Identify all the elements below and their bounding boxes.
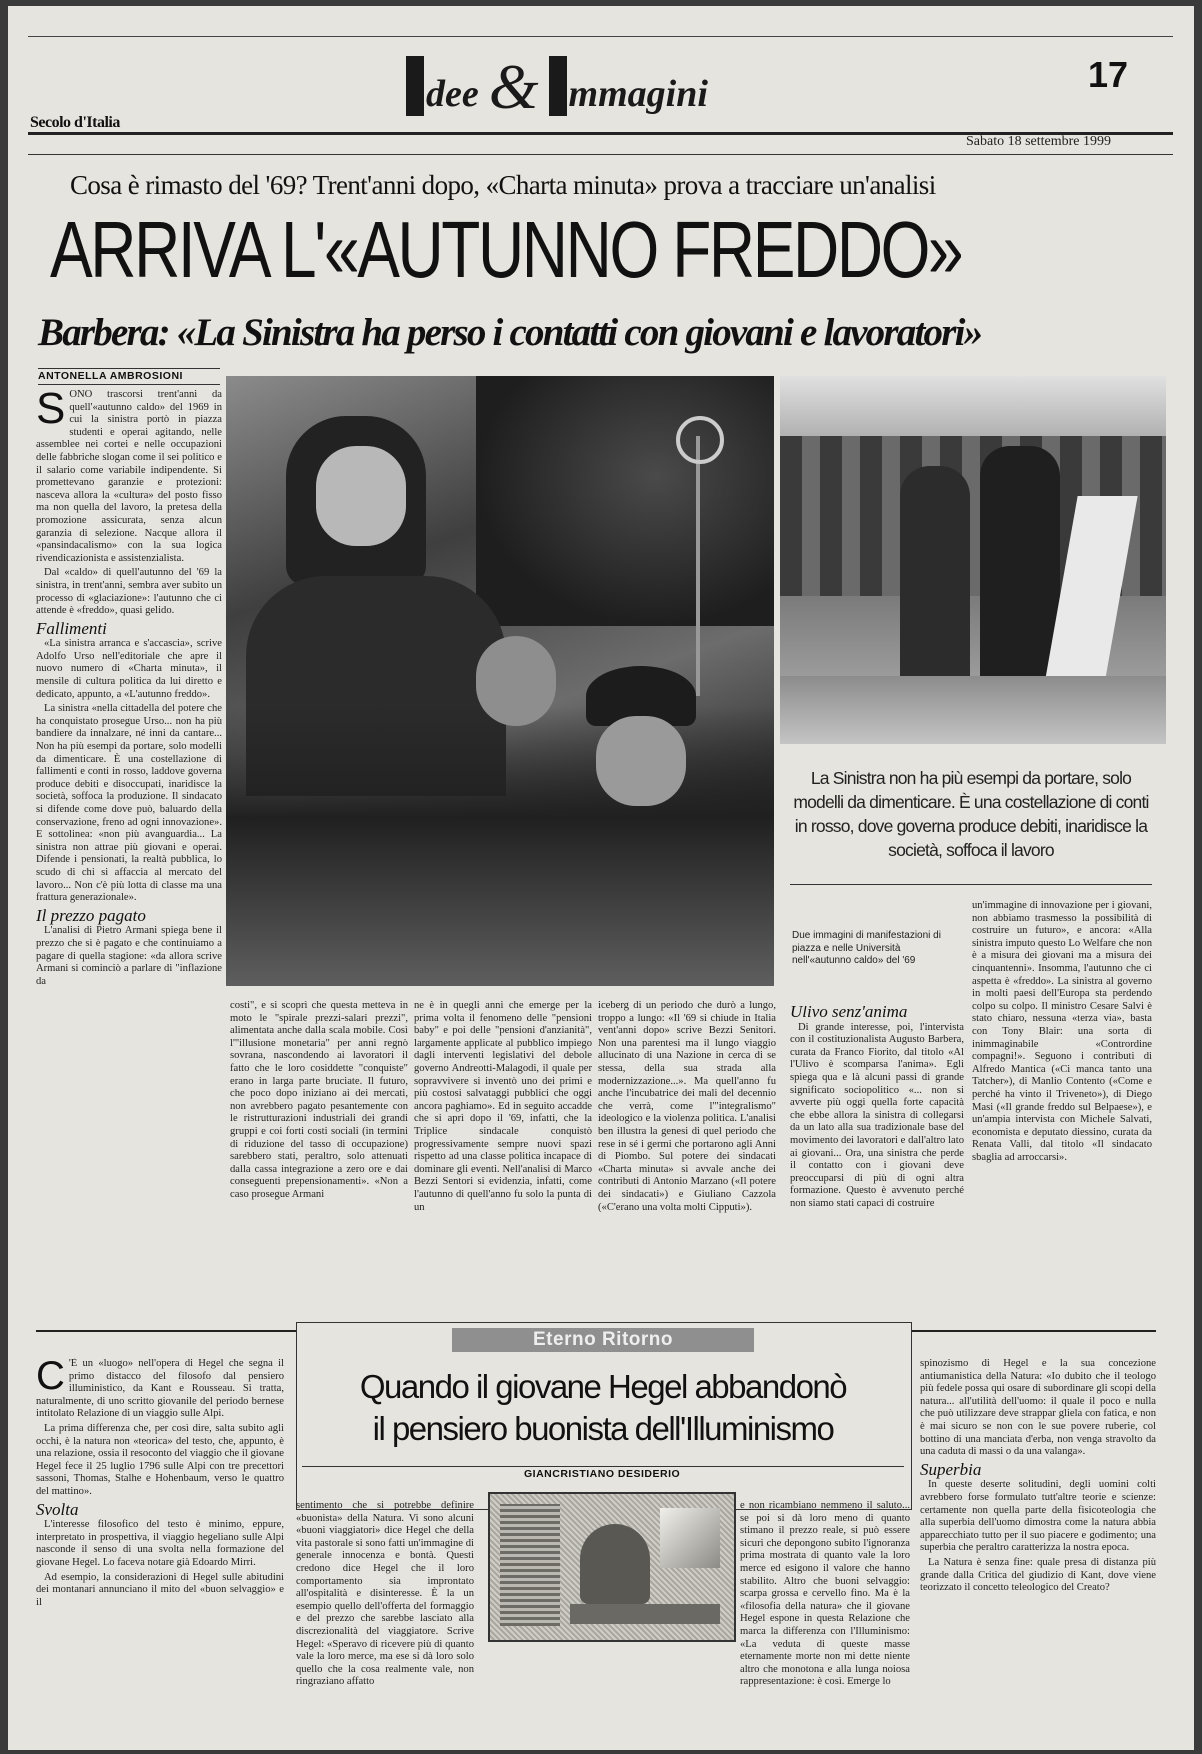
- hegel-colB-text: sentimento che si potrebbe definire «buonista» della Natura. Vi sono alcuni «buoni viaggiatori» dice Hegel che della vita pastorale si sono fatti un'immagine di generale innocenza e bontà. Questi credono dice Hegel che il loro comportamento sia improntato all'ospitalità e disinteresse. È la un esempio quello dell'offerta del formaggio e del prezzo che sarebbe lasciato alla discrezionalità del viaggiatore. Scrive Hegel: «Speravo di ricevere più di quanto vale la loro merce, ma ese si dà loro solo quello che la cosa realmente vale, non ringraziano affatto: [296, 1500, 474, 1688]
- photo2-figure-1: [900, 466, 970, 696]
- section-word-2: mmagini: [568, 73, 708, 115]
- col1-paragraph-5: L'analisi di Pietro Armani spiega bene il prezzo che si è pagato e che continuiamo a pagare di quella stagione: «da allora scrive Armani si cominciò a parlare di "inflazione da: [36, 925, 222, 987]
- col6-text: un'immagine di innovazione per i giovani, non abbiamo trasmesso la possibilità di costruire un futuro», e ancora: «Alla sinistra imputo questo Lo Welfare che non è a misura dei giovani ma a misura dei cinquantenni». Insomma, l'autunno che ci aspetta è «freddo». La sinistra al governo in molti paesi dell'Europa sta perdendo colpo su colpo. Il ministro Cesare Salvi è stato chiaro, nessuna «terza via», basta con Tony Blair: una sorta di inimmaginabile «Contrordine compagni!». Seguono i contributi di Alfredo Mantica («Ci manca tanto una Tatcher»), di Manlio Contento («Come e perché ha vinto il Triveneto»), di Diego Masi («Il grande freddo sul Belpaese»), e un'ampia intervista con Michele Salvati, economista e deputato diessino, curata da Renata Valli, dal titolo «Il sindacato sbaglia ad arroccarsi».: [972, 900, 1152, 1163]
- hegel-colA-paragraph-1: 'È un «luogo» nell'opera di Hegel che segna il primo distacco del filosofo dal pensiero illuministico, da Kant e Rousseau. Si tratta, naturalmente, di uno scritto giovanile del periodo bernese intitolato Relazione di un viaggio sulle Alpi.: [36, 1358, 284, 1420]
- engraving-table: [570, 1604, 720, 1624]
- column-5: [790, 1006, 964, 1296]
- dropcap-s: S: [36, 389, 66, 433]
- col1-paragraph-2: Dal «caldo» di quell'autunno del '69 la sinistra, in trent'anni, sembra aver subito un processo di «glaciazione»: l'autunno che ci attende è «freddo», quasi gelido.: [36, 567, 222, 617]
- column-3: [414, 1000, 592, 1296]
- engraving-window: [660, 1508, 720, 1568]
- col1-paragraph-1: ONO trascorsi trent'anni da quell'«autunno caldo» del 1969 in cui la sinistra portò in piazza studenti e operai agitando, nelle assemblee nei cortei e nelle occupazioni delle fabbriche slogan come il sei politico e il salario come variabile indipendente. Si promettevano garanzie e protezioni: nasceva allora la «cultura» del posto fisso ma non quella del lavoro, la pretesa della promozione assicurata, senza alcun garanzia di selezione. Nacque allora il «pansindacalismo» con la sua logica rivendicazionista e assistenzialista.: [36, 389, 222, 564]
- section-bar-2: [549, 56, 567, 116]
- hegel-colA-paragraph-4: Ad esempio, la considerazioni di Hegel sulle abitudini dei montanari annunciano il mito del «buon selvaggio» e il: [36, 1571, 284, 1608]
- photo-face-3: [596, 716, 686, 806]
- hegel-colA-paragraph-2: La prima differenza che, per così dire, salta subito agli occhi, è la natura non «teorica» del testo, che, appunto, è una relazione, ossia il resoconto del viaggio che il giovane Hegel fece il 25 luglio 1796 sulle Alpi con tre precettori sassoni, Thomas, Stalhe e Hohenbaum, verso le quattro del mattino».: [36, 1422, 284, 1497]
- col3-text: ne è in quegli anni che emerge per la prima volta il fenomeno delle "pensioni baby" e poi delle "pensioni d'anzianità", largamente applicate al pubblico impiego dagli interventi legislativi del debole governo Andreotti-Malagodi, il quale per sopravvivere si inventò uno dei primi e più costosi salvataggi pubblici che oggi ancora paghiamo». Ed in seguito accadde che si aprì dopo il '69, infatti, che la Triplice sindacale conquistò progressivamente sempre nuovi spazi rispetto ad una classe politica incapace di dominare gli eventi. Nell'analisi di Marco Bezzi Sentori si evidenzia, infatti, come l'autunno di quell'anno fu solo la punta di un: [414, 1000, 592, 1213]
- hegel-column-a: [36, 1358, 284, 1742]
- col2-text: costi", e si scoprì che questa metteva in moto le "spirale prezzi-salari prezzi", alimentata anche dalla scala mobile. Così l'"illusione monetaria" per anni regnò sovrana, nascondendo ai lavoratori il fatto che le loro cosiddette "conquiste" erano in larga parte bruciate. Il futuro, che poco dopo iniziano ai dei mercati, non avrebbero pagato pesantemente con le ristrutturazioni industriali dei grandi gruppi e coi forti costi sociali (in termini di riduzione del tasso di occupazione) sarebbero stati, peraltro, solo attenuati dalla cassa integrazione a zero ore e dai conseguenti prepensionamenti». «Non a caso prosegue Armani: [230, 1000, 408, 1200]
- photo-tree-shape: [476, 376, 774, 626]
- subhead-svolta: Svolta: [36, 1499, 79, 1519]
- column-1: [36, 389, 222, 1287]
- subheadline: Barbera: «La Sinistra ha perso i contatti con giovani e lavoratori»: [38, 311, 982, 354]
- hegel-colD-paragraph-2: In queste deserte solitudini, degli uomini colti avrebbero forse formulato tutt'altre teorie e scienze: certamente non quella parte della fisicoteologia che alla superbia dell'uomo dimostra come la natura abbia apparecchiato tutto per il suo piacere e godimento; una superbia che peraltro caratterizza la nostra epoca.: [920, 1479, 1156, 1554]
- photo-university: [780, 376, 1166, 744]
- engraving-figure: [580, 1524, 650, 1604]
- column-2: [230, 1000, 408, 1296]
- byline-rule: [38, 368, 220, 369]
- top-rule: [28, 36, 1173, 37]
- hegel-headline-1: Quando il giovane Hegel abbandonò: [359, 1368, 847, 1405]
- byline-rule-bottom: [38, 384, 220, 385]
- subhead-prezzo-pagato: Il prezzo pagato: [36, 905, 146, 925]
- photo-face-2: [476, 636, 556, 726]
- engraving-column: [500, 1504, 560, 1626]
- photo-crowd: [226, 706, 774, 986]
- hegel-headline-2: il pensiero buonista dell'Illuminismo: [372, 1410, 834, 1447]
- hegel-colA-paragraph-3: L'interesse filosofico del testo è minimo, eppure, interpretato in prospettiva, il viaggio hegeliano sulle Alpi nasconde il senso di una svolta nella formazione del giovane Hegel. Lo faceva notare già Edoardo Mirri.: [36, 1519, 284, 1568]
- photo-sign: [676, 416, 724, 464]
- dropcap-c: C: [36, 1358, 65, 1398]
- rubric-label: Eterno Ritorno: [452, 1328, 754, 1352]
- photo2-ground: [780, 676, 1166, 744]
- column-6: [972, 900, 1152, 1296]
- col4-text: iceberg di un periodo che durò a lungo, troppo a lungo: «Il '69 si chiude in Italia vent'anni dopo» scrive Bezzi Senitori. Non una parentesi ma il lungo viaggio allucinato di una Nazione in cerca di se stessa, della sua strada alla modernizzazione...». Ma quell'anno fu anche l'incubatrice dei mali del decennio che verrà, come l'"integralismo" ideologico e la violenza politica. L'analisi ben illustra la genesi di quel periodo che rese in sé i germi che portarono agli Anni di Piombo. Sul potere dei sindacati «Charta minuta» si avvale anche dei contributi di Antonio Marzano («Il potere dei sindacati») e Giuliano Cazzola («C'erano una volta molti Cipputi»).: [598, 1000, 776, 1213]
- column-4: [598, 1000, 776, 1296]
- issue-date: Sabato 18 settembre 1999: [966, 134, 1112, 149]
- hegel-column-d: [920, 1358, 1156, 1742]
- hegel-byline: GIANCRISTIANO DESIDERIO: [524, 1468, 681, 1480]
- hegel-colD-paragraph-1: spinozismo di Hegel e la sua concezione antiumanistica della Natura: «Io dubito che il teologo più fedele possa qui osare di subordinare gli scopi della natura... all'utilità dell'uomo: il quale il poco e nulla che può utilizzare deve strappar gliela con fatica, e non è mai sicuro se non con le sue povere ruberie, col bottino di una manciata d'erba, non venga stravolto da una caduta di massi o da una valanga».: [920, 1358, 1156, 1458]
- date-rule: [28, 154, 1173, 155]
- page-number: 17: [1088, 54, 1129, 95]
- hegel-colC-text: e non ricambiano nemmeno il saluto... se poi si dà loro meno di quanto stimano il prezzo reale, si può essere sicuri che depongono subito l'ignoranza prima mostrata di quanto vale la loro merce ed esigono il valore che hanno stabilito. Altro che buoni selvaggio: scarpa grossa e cervello fino. Ma è la «filosofia della natura» che il giovane Hegel espone in questa Relazione che marca la differenza con l'Illuminismo: «La veduta di queste masse eternamente morte non mi dette niente altro che monotona e alla lunga noiosa rappresentazione: è così. Emerge lo: [740, 1500, 910, 1688]
- section-logo: [406, 42, 708, 122]
- photo-speaker-face: [316, 446, 406, 546]
- section-bar-1: [406, 56, 424, 116]
- hegel-column-c: [740, 1500, 910, 1742]
- pull-quote-rule: [790, 884, 1152, 885]
- newspaper-page: [8, 6, 1194, 1750]
- byline: ANTONELLA AMBROSIONI: [38, 370, 183, 382]
- section-word-1: dee: [426, 73, 479, 115]
- engraving-illustration: [488, 1492, 736, 1642]
- hegel-column-b: [296, 1500, 474, 1742]
- pull-quote: La Sinistra non ha più esempi da portare, solo modelli da dimenticare. È una costellazione di conti in rosso, dove governa produce debiti, inaridisce la società, soffoca il lavoro: [793, 768, 1149, 860]
- subhead-superbia: Superbia: [920, 1459, 982, 1479]
- hegel-colD-paragraph-3: La Natura è senza fine: quale presa di distanza più grande dalla Critica del giudizio di Kant, dove viene teorizzato il concetto teleologico del Creato?: [920, 1556, 1156, 1594]
- subhead-fallimenti: Fallimenti: [36, 618, 107, 638]
- section-ampersand: &: [488, 51, 539, 122]
- subhead-ulivo: Ulivo senz'anima: [790, 1006, 908, 1021]
- kicker: Cosa è rimasto del '69? Trent'anni dopo, «Charta minuta» prova a tracciare un'analisi: [70, 170, 936, 200]
- hegel-byline-rule: [302, 1466, 904, 1467]
- newspaper-name: Secolo d'Italia: [30, 114, 120, 131]
- photo-demonstration: [226, 376, 774, 986]
- col5-text: Di grande interesse, poi, l'intervista con il costituzionalista Augusto Barbera, curata da Franco Fiorito, dal titolo «Al l'Ulivo è scomparsa l'anima». Egli spiega qua e là alcuni passi di grande significato sociopolitico «... non si avverte più oggi quella forte capacità che ebbe allora la sinistra di collegarsi da un lato alla sua tradizionale base del movimento dei lavoratori e dall'altro lato ai giovani... Ora, una sinistra che perde il contatto con i giovani deve preoccuparsi di più di ogni altra formazione. Questo è avvenuto perché non siamo stati capaci di costruire: [790, 1021, 964, 1209]
- col1-paragraph-3: «La sinistra arranca e s'accascia», scrive Adolfo Urso nell'editoriale che apre il nuovo numero di «Charta minuta», il mensile di cultura politica da lui diretto e dedicato, appunto, a «L'autunno freddo».: [36, 638, 222, 700]
- col1-paragraph-4: La sinistra «nella cittadella del potere che ha conquistato prosegue Urso... non ha più bandiere da innalzare, né inni da cantare... Non ha più esempi da portare, solo modelli da dimenticare. È una costellazione di fallimenti e conti in rosso, laddove governa produce debiti e disoccupati, inaridisce la società, soffoca la produzione. Il sindacato si difende come dove può, baluardo della conservazione, freno ad ogni innovazione». E sottolinea: «non più avanguardia... La sinistra non attrae più giovani e operai. Difende i pensionati, la realtà pubblica, lo scudo di chi si affaccia al mercato del lavoro... Non c'è più lotta di classe ma una frattura generazionale».: [36, 703, 222, 904]
- photo-sign-pole: [696, 436, 700, 696]
- headline: ARRIVA L'«AUTUNNO FREDDO»: [50, 205, 962, 294]
- photo-caption: Due immagini di manifestazioni di piazza e nelle Università nell'«autunno caldo» del '69: [792, 930, 941, 966]
